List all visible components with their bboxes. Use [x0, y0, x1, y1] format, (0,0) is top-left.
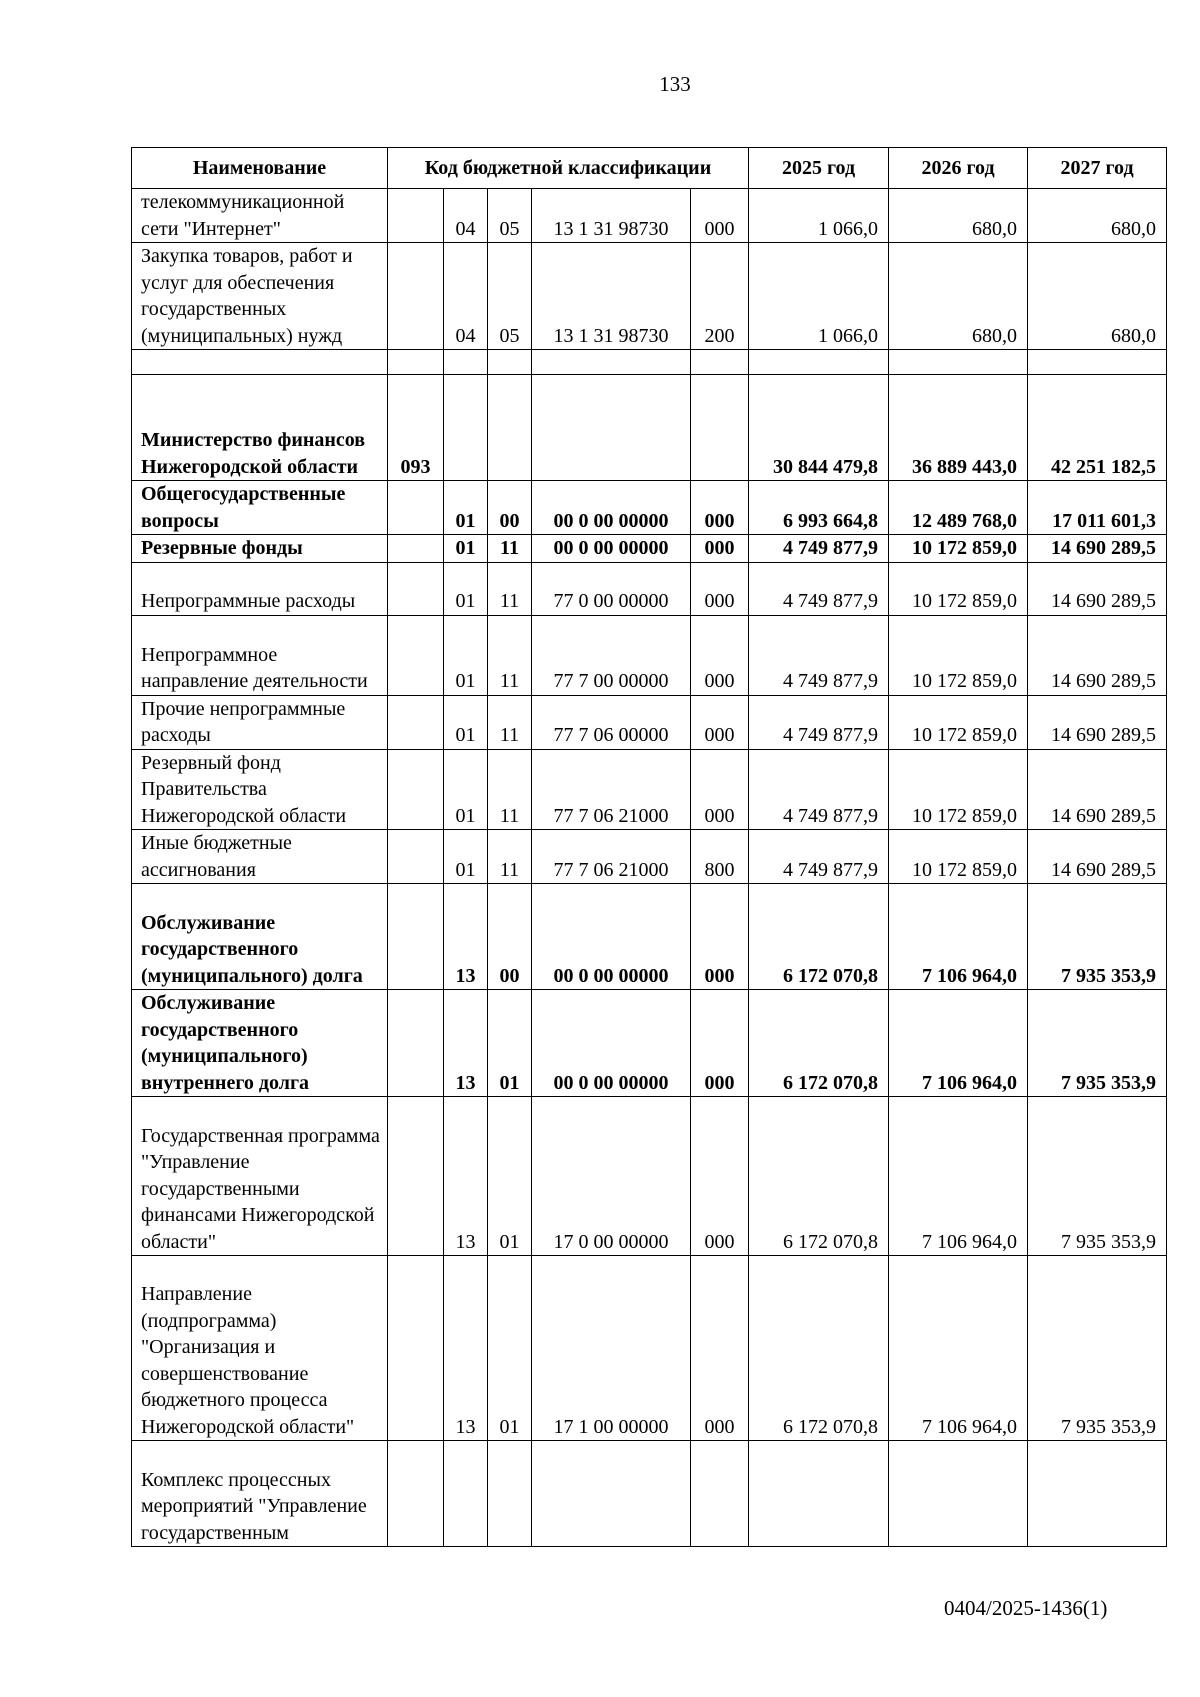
row-2025: 1 066,0 [749, 189, 889, 243]
row-2027: 14 690 289,5 [1028, 562, 1167, 615]
row-vedomstvo [388, 695, 444, 749]
row-vedomstvo [388, 990, 444, 1097]
row-2027: 680,0 [1028, 189, 1167, 243]
budget-table [131, 147, 1167, 1547]
row-name: Резервные фонды [132, 535, 388, 563]
row-vr: 000 [691, 1097, 749, 1256]
row-razdel: 04 [444, 243, 488, 350]
row-2027: 7 935 353,9 [1028, 990, 1167, 1097]
row-vedomstvo [388, 615, 444, 695]
row-2027: 17 011 601,3 [1028, 481, 1167, 535]
row-2026: 10 172 859,0 [889, 749, 1028, 830]
row-2025: 4 749 877,9 [749, 615, 889, 695]
row-name: Обслуживание государственного (муниципального) внутреннего долга [132, 990, 388, 1097]
row-2025: 4 749 877,9 [749, 562, 889, 615]
row-vr [691, 1441, 749, 1547]
row-2026: 10 172 859,0 [889, 695, 1028, 749]
row-vedomstvo [388, 535, 444, 563]
row-csr [532, 1441, 691, 1547]
row-razdel: 01 [444, 562, 488, 615]
row-csr: 00 0 00 00000 [532, 884, 691, 990]
row-csr: 00 0 00 00000 [532, 481, 691, 535]
row-name: Непрограммные расходы [132, 562, 388, 615]
table-row [132, 884, 1167, 990]
row-vedomstvo [388, 1441, 444, 1547]
row-2026: 680,0 [889, 189, 1028, 243]
row-podrazdel: 05 [488, 189, 532, 243]
row-2027: 42 251 182,5 [1028, 375, 1167, 481]
row-2025 [749, 1441, 889, 1547]
row-vr: 000 [691, 1256, 749, 1441]
row-2026: 10 172 859,0 [889, 830, 1028, 884]
row-vedomstvo [388, 350, 444, 375]
table-row [132, 535, 1167, 563]
row-name: Резервный фонд Правительства Нижегородской области [132, 749, 388, 830]
table-row [132, 695, 1167, 749]
table-row-spacer [132, 350, 1167, 375]
table-row [132, 749, 1167, 830]
row-vedomstvo [388, 1256, 444, 1441]
table-header-row [132, 148, 1167, 189]
row-2027 [1028, 1441, 1167, 1547]
row-2026: 10 172 859,0 [889, 535, 1028, 563]
row-name: Прочие непрограммные расходы [132, 695, 388, 749]
row-2025: 4 749 877,9 [749, 535, 889, 563]
row-2025: 1 066,0 [749, 243, 889, 350]
row-vedomstvo [388, 189, 444, 243]
header-2027: 2027 год [1028, 148, 1167, 189]
row-2026: 7 106 964,0 [889, 884, 1028, 990]
row-2027: 7 935 353,9 [1028, 1097, 1167, 1256]
header-2026: 2026 год [889, 148, 1028, 189]
row-vr: 000 [691, 481, 749, 535]
row-podrazdel: 11 [488, 615, 532, 695]
row-podrazdel [488, 350, 532, 375]
table-row [132, 243, 1167, 350]
row-2027: 14 690 289,5 [1028, 695, 1167, 749]
row-2026: 7 106 964,0 [889, 1097, 1028, 1256]
row-2025: 6 172 070,8 [749, 1256, 889, 1441]
row-2026: 36 889 443,0 [889, 375, 1028, 481]
row-2027: 14 690 289,5 [1028, 749, 1167, 830]
row-vr: 000 [691, 884, 749, 990]
row-podrazdel: 01 [488, 1256, 532, 1441]
row-2025: 4 749 877,9 [749, 695, 889, 749]
row-2026: 7 106 964,0 [889, 1256, 1028, 1441]
row-vedomstvo: 093 [388, 375, 444, 481]
row-2027: 7 935 353,9 [1028, 1256, 1167, 1441]
row-2025: 30 844 479,8 [749, 375, 889, 481]
row-podrazdel: 11 [488, 749, 532, 830]
table-row [132, 990, 1167, 1097]
row-podrazdel: 11 [488, 562, 532, 615]
row-2025: 6 172 070,8 [749, 990, 889, 1097]
row-csr: 77 7 00 00000 [532, 615, 691, 695]
row-razdel: 01 [444, 481, 488, 535]
row-vr [691, 375, 749, 481]
row-csr [532, 350, 691, 375]
row-csr: 00 0 00 00000 [532, 535, 691, 563]
row-podrazdel [488, 375, 532, 481]
row-2027: 680,0 [1028, 243, 1167, 350]
row-2025: 6 172 070,8 [749, 1097, 889, 1256]
row-name: Направление (подпрограмма) "Организация и совершенствование бюджетного процесса Нижегородской области" [132, 1256, 388, 1441]
page-number: 133 [659, 72, 691, 96]
row-razdel: 04 [444, 189, 488, 243]
row-vedomstvo [388, 562, 444, 615]
row-podrazdel: 05 [488, 243, 532, 350]
row-vr: 000 [691, 695, 749, 749]
table-row [132, 830, 1167, 884]
row-2025: 4 749 877,9 [749, 749, 889, 830]
row-vedomstvo [388, 884, 444, 990]
row-csr: 77 7 06 21000 [532, 749, 691, 830]
row-csr: 17 1 00 00000 [532, 1256, 691, 1441]
row-2027: 14 690 289,5 [1028, 535, 1167, 563]
row-2025: 4 749 877,9 [749, 830, 889, 884]
row-name: Государственная программа "Управление государственными финансами Нижегородской области" [132, 1097, 388, 1256]
row-podrazdel: 00 [488, 884, 532, 990]
row-csr: 00 0 00 00000 [532, 990, 691, 1097]
row-csr: 13 1 31 98730 [532, 243, 691, 350]
row-csr: 77 0 00 00000 [532, 562, 691, 615]
row-vedomstvo [388, 1097, 444, 1256]
row-podrazdel: 01 [488, 1097, 532, 1256]
row-csr [532, 375, 691, 481]
row-vr: 000 [691, 990, 749, 1097]
row-name: Общегосударственные вопросы [132, 481, 388, 535]
row-vr: 000 [691, 189, 749, 243]
row-razdel: 01 [444, 695, 488, 749]
row-podrazdel: 01 [488, 990, 532, 1097]
row-razdel: 13 [444, 1097, 488, 1256]
row-2026: 680,0 [889, 243, 1028, 350]
row-vedomstvo [388, 481, 444, 535]
table-row [132, 1441, 1167, 1547]
row-vedomstvo [388, 749, 444, 830]
row-razdel: 13 [444, 884, 488, 990]
row-2026 [889, 350, 1028, 375]
row-razdel [444, 350, 488, 375]
row-vr [691, 350, 749, 375]
row-vedomstvo [388, 830, 444, 884]
row-name: Иные бюджетные ассигнования [132, 830, 388, 884]
header-2025: 2025 год [749, 148, 889, 189]
row-vr: 800 [691, 830, 749, 884]
row-2026 [889, 1441, 1028, 1547]
table-row [132, 562, 1167, 615]
row-2026: 12 489 768,0 [889, 481, 1028, 535]
row-name [132, 350, 388, 375]
row-csr: 17 0 00 00000 [532, 1097, 691, 1256]
row-vr: 000 [691, 615, 749, 695]
row-podrazdel [488, 1441, 532, 1547]
row-razdel: 01 [444, 830, 488, 884]
row-razdel: 01 [444, 535, 488, 563]
row-vr: 000 [691, 562, 749, 615]
table-row [132, 481, 1167, 535]
row-csr: 77 7 06 21000 [532, 830, 691, 884]
row-name: телекоммуникационной сети "Интернет" [132, 189, 388, 243]
row-2026: 7 106 964,0 [889, 990, 1028, 1097]
row-2027: 14 690 289,5 [1028, 615, 1167, 695]
row-2026: 10 172 859,0 [889, 615, 1028, 695]
row-name: Обслуживание государственного (муниципального) долга [132, 884, 388, 990]
row-2025 [749, 350, 889, 375]
row-name: Комплекс процессных мероприятий "Управление государственным [132, 1441, 388, 1547]
table-row [132, 615, 1167, 695]
row-razdel: 13 [444, 1256, 488, 1441]
row-razdel: 13 [444, 990, 488, 1097]
row-name: Министерство финансов Нижегородской области [132, 375, 388, 481]
row-csr: 77 7 06 00000 [532, 695, 691, 749]
row-razdel: 01 [444, 749, 488, 830]
row-2025: 6 993 664,8 [749, 481, 889, 535]
row-vr: 000 [691, 749, 749, 830]
table-row [132, 1256, 1167, 1441]
row-name: Непрограммное направление деятельности [132, 615, 388, 695]
row-name: Закупка товаров, работ и услуг для обеспечения государственных (муниципальных) нужд [132, 243, 388, 350]
row-2027: 7 935 353,9 [1028, 884, 1167, 990]
row-podrazdel: 11 [488, 695, 532, 749]
row-podrazdel: 11 [488, 830, 532, 884]
table-row [132, 189, 1167, 243]
row-razdel [444, 1441, 488, 1547]
row-podrazdel: 00 [488, 481, 532, 535]
row-razdel: 01 [444, 615, 488, 695]
row-podrazdel: 11 [488, 535, 532, 563]
row-razdel [444, 375, 488, 481]
row-2025: 6 172 070,8 [749, 884, 889, 990]
row-vedomstvo [388, 243, 444, 350]
row-vr: 000 [691, 535, 749, 563]
table-row [132, 375, 1167, 481]
row-2027 [1028, 350, 1167, 375]
row-csr: 13 1 31 98730 [532, 189, 691, 243]
row-2027: 14 690 289,5 [1028, 830, 1167, 884]
row-2026: 10 172 859,0 [889, 562, 1028, 615]
table-row [132, 1097, 1167, 1256]
header-name: Наименование [132, 148, 388, 189]
row-vr: 200 [691, 243, 749, 350]
document-code: 0404/2025-1436(1) [944, 1596, 1108, 1620]
header-code: Код бюджетной классификации [388, 148, 749, 189]
